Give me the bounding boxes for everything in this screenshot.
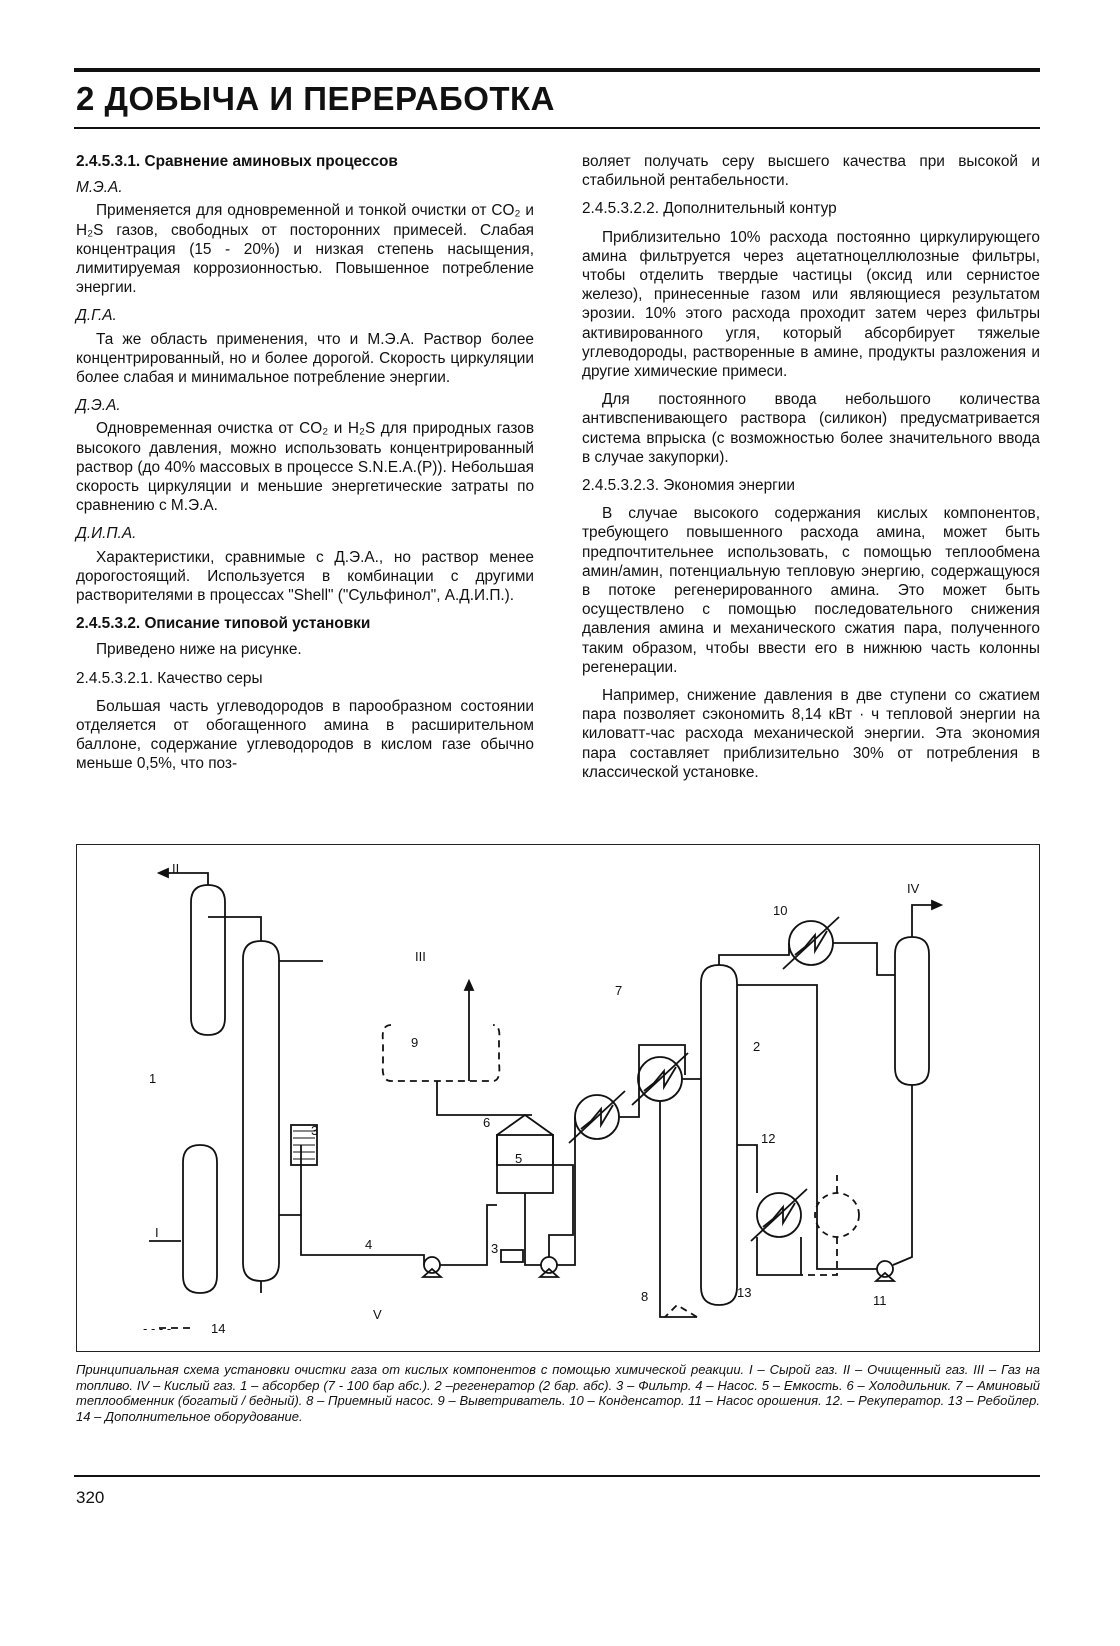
label-9: 9 [411,1035,419,1050]
dea-paragraph: Одновременная очистка от CO₂ и H₂S для природных газов высокого давления, можно использовать концентрированный раствор (до 40% массовых в процессе S.N.E.A.(P)). Небольшая скорость циркуляции и меньшие энергетические затраты по сравнению с М.Э.А. [76,420,534,515]
regen-bottom-line [660,1101,697,1317]
filter-3b [501,1250,523,1262]
label-7: 7 [615,983,623,998]
cooler-to-hx [619,1045,685,1117]
right-column [582,152,1040,791]
label-III: III [415,949,426,964]
label-I: I [155,1225,159,1240]
regen-top-to-condenser [719,943,789,965]
dipa-paragraph: Характеристики, сравнимые с Д.Э.А., но раствор менее дорогостоящий. Используется в комбинации с другими растворителями в процессах "Shell" ("Сульфинол", А.Д.И.П.). [76,548,534,605]
header-rule [74,127,1040,129]
receiving-pump-8 [665,1305,697,1317]
page-number: 320 [76,1488,105,1507]
section-heading-additional-circuit: 2.4.5.3.2.2. Дополнительный контур [582,200,837,218]
rich-amine-line [301,1215,424,1265]
section-heading-comparison: 2.4.5.3.1. Сравнение аминовых процессов [76,153,398,170]
absorber-column [243,941,279,1281]
additional-circuit-paragraph-2: Для постоянного ввода небольшого количества антивспенивающего раствора (силикон) предусматривается система впрыска (с возможностью более значительного ввода в случае закупорки). [582,391,1040,466]
pump-line [525,1193,541,1265]
amine-vessel-5-body [497,1135,553,1193]
label-6: 6 [483,1115,491,1130]
top-separator [191,885,225,1035]
chapter-title: 2 ДОБЫЧА И ПЕРЕРАБОТКА [76,80,556,117]
label-IV: IV [907,881,920,896]
flash-drum-9 [383,1025,500,1081]
to-vessel-5 [440,1205,497,1265]
label-3b: 3 [491,1241,499,1256]
label-3a: 3 [311,1123,319,1138]
pump-4 [424,1257,440,1273]
label-4: 4 [365,1237,373,1252]
reboiler-13-diag [751,1189,807,1241]
label-5: 5 [515,1151,523,1166]
section-heading-typical-unit: 2.4.5.3.2. Описание типовой установки [76,615,371,633]
typical-unit-paragraph: Приведено ниже на рисунке. [96,641,302,659]
dga-paragraph: Та же область применения, что и М.Э.А. Раствор более концентрированный, но и более дорогой. Скорость циркуляции более слабая и минимальное потребление энергии. [76,330,534,387]
dipa-label: Д.И.П.А. [76,525,137,543]
label-8: 8 [641,1289,649,1304]
label-V: V [373,1307,382,1322]
condenser-10-diag [783,917,839,969]
mea-label: М.Э.А. [76,179,123,197]
acid-gas-arrow [932,901,941,909]
label-1: 1 [149,1071,157,1086]
dga-label: Д.Г.А. [76,307,117,325]
energy-saving-paragraph-2: Например, снижение давления в две ступени со сжатием пара позволяет сэкономить 8,14 кВт · ч тепловой энергии на киловатт-час расхода механической энергии. Эта экономия пара составляет приблизительно 30% от потребления в классической установке. [582,687,1040,781]
extra-reboiler-14 [815,1193,859,1237]
regenerator-column [701,965,737,1305]
left-column [76,152,534,783]
mea-paragraph: Применяется для одновременной и тонкой очистки от CO₂ и H₂S газов, свободных от посторонних примесей. Слабая концентрация (15 - 20%) и низкая степень насыщения, лимитируемая коррозионностью. Повышенное потребление энергии. [76,202,534,297]
figure-caption: Принципиальная схема установки очистки газа от кислых компонентов с помощью химической реакции. I – Сырой газ. II – Очищенный газ. III – Газ на топливо. IV – Кислый газ. 1 – абсорбер (7 - 100 бар абс.). 2 –регенератор (2 бар. абс). 3 – Фильтр. 4 – Насос. 5 – Емкость. 6 – Холодильник. 7 – Аминовый теплообменник (богатый / бедный). 8 – Приемный насос. 9 – Выветриватель. 10 – Конденсатор. 11 – Насос орошения. 12. – Рекуператор. 13 – Ребойлер. 14 – Дополнительное оборудование. [76,1362,1040,1424]
label-10: 10 [773,903,788,918]
process-diagram-svg [77,845,1041,1353]
acid-gas-line [912,905,937,937]
additional-circuit-paragraph-1: Приблизительно 10% расхода постоянно циркулирующего амина фильтруется через ацетатноцеллюлозные фильтры, чтобы отделить твердые частицы (оксид или сернистое железо), принесенные газом или являющиеся результатом эрозии. 10% этого расхода проходит затем через фильтры активированного угля, который абсорбирует тяжелые углеводороды, растворенные в амине, продукты разложения и другие химические примеси. [582,228,1040,381]
reflux-drum [895,937,929,1085]
label-2: 2 [753,1039,761,1054]
filter-line [279,1145,301,1215]
fuel-gas-arrow [465,981,473,990]
inlet-separator [183,1145,217,1293]
sulfur-quality-paragraph: Большая часть углеводородов в парообразном состоянии отделяется от обогащенного амина в расширительном баллоне, содержание углеводородов в кислом газе обычно меньше 0,5%, что поз- [76,697,534,773]
absorber-top-line [208,917,261,941]
flash-out [437,1081,532,1115]
heat-exchanger-7-diag [632,1053,688,1105]
recuperator-12 [737,1145,757,1193]
label-II: II [172,861,180,876]
cooler-6-diag [569,1091,625,1143]
reflux-pump-11 [877,1261,893,1277]
amine-vessel-5 [497,1115,553,1165]
energy-saving-paragraph-1: В случае высокого содержания кислых компонентов, требующего повышенного расхода амина, может быть предпочтительнее использовать, с помощью теплообмена амин/амин, потенциальную тепловую энергию, содержащуюся в потоке регенерированного амина. Это может быть осуществлено с помощью последовательного снижения давления амина и механического сжатия пара, полученного таким образом, чтобы ввести его в нижнюю часть колонны регенерации. [582,505,1040,676]
condenser-to-drum [833,943,895,975]
drum-to-pump [893,1085,912,1265]
legend-dash-text: - - - - [143,1321,172,1336]
section-heading-sulfur-quality: 2.4.5.3.2.1. Качество серы [76,669,263,687]
section-heading-energy-saving: 2.4.5.3.2.3. Экономия энергии [582,477,795,495]
process-diagram [76,844,1040,1352]
footer-rule [74,1475,1040,1477]
reboiler-loop [757,1237,801,1275]
continued-paragraph: воляет получать серу высшего качества при высокой и стабильной рентабельности. [582,153,1040,190]
label-12: 12 [761,1131,776,1146]
top-rule [74,68,1040,72]
pump-3-filter [541,1257,557,1273]
label-14: 14 [211,1321,226,1336]
label-11: 11 [873,1293,887,1308]
dea-label: Д.Э.А. [76,397,121,415]
label-13: 13 [737,1285,752,1300]
treated-gas-arrow [159,869,168,877]
